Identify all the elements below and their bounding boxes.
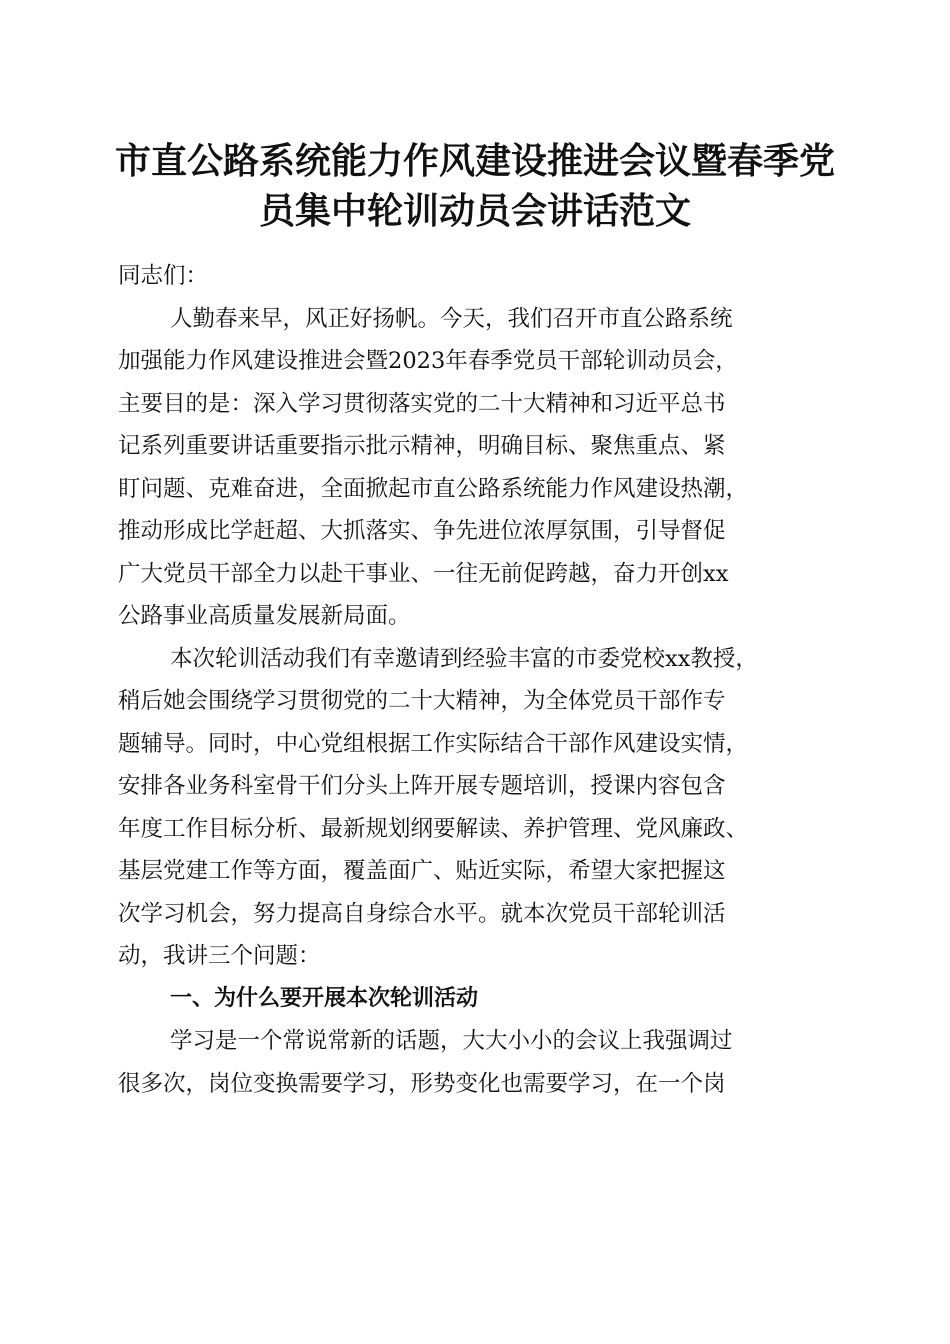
- paragraph-line: 本次轮训活动我们有幸邀请到经验丰富的市委党校xx教授，: [170, 645, 758, 672]
- paragraph-line: 公路事业高质量发展新局面。: [118, 603, 411, 629]
- salutation: 同志们：: [118, 263, 209, 289]
- paragraph-line: 很多次，岗位变换需要学习，形势变化也需要学习，在一个岗: [118, 1070, 726, 1097]
- paragraph-line: 基层党建工作等方面，覆盖面广、贴近实际，希望大家把握这: [118, 858, 726, 884]
- document-title: [110, 136, 840, 236]
- section-heading: 一、为什么要开展本次轮训活动: [170, 985, 479, 1011]
- paragraph-line: 动，我讲三个问题：: [118, 943, 321, 969]
- paragraph-line: 稍后她会围绕学习贯彻党的二十大精神，为全体党员干部作专: [118, 688, 726, 714]
- paragraph-2: [118, 638, 832, 978]
- paragraph-line: 广大党员干部全力以赴干事业、一往无前促跨越，奋力开创xx: [118, 560, 729, 587]
- paragraph-line: 推动形成比学赶超、大抓落实、争先进位浓厚氛围，引导督促: [118, 518, 726, 544]
- paragraph-1: [118, 298, 832, 638]
- document-body: [118, 255, 832, 1105]
- paragraph-line: 年度工作目标分析、最新规划纲要解读、养护管理、党风廉政、: [118, 815, 749, 842]
- paragraph-line: 主要目的是：深入学习贯彻落实党的二十大精神和习近平总书: [118, 390, 726, 417]
- paragraph-line: 加强能力作风建设推进会暨2023年春季党员干部轮训动员会，: [118, 348, 738, 374]
- paragraph-line: 盯问题、克难奋进，全面掀起市直公路系统能力作风建设热潮，: [118, 475, 749, 502]
- title-line: 员集中轮训动员会讲话范文: [258, 190, 691, 232]
- paragraph-line: 安排各业务科室骨干们分头上阵开展专题培训，授课内容包含: [118, 773, 726, 799]
- paragraph-line: 题辅导。同时，中心党组根据工作实际结合干部作风建设实情，: [118, 730, 749, 757]
- paragraph-line: 人勤春来早，风正好扬帆。今天，我们召开市直公路系统: [170, 305, 733, 332]
- title-line: 市直公路系统能力作风建设推进会议暨春季党: [114, 140, 835, 182]
- paragraph-line: 学习是一个常说常新的话题，大大小小的会议上我强调过: [170, 1028, 733, 1054]
- paragraph-line: 记系列重要讲话重要指示批示精神，明确目标、聚焦重点、紧: [118, 433, 726, 459]
- paragraph-line: 次学习机会，努力提高自身综合水平。就本次党员干部轮训活: [118, 900, 726, 927]
- paragraph-3: [118, 1020, 832, 1105]
